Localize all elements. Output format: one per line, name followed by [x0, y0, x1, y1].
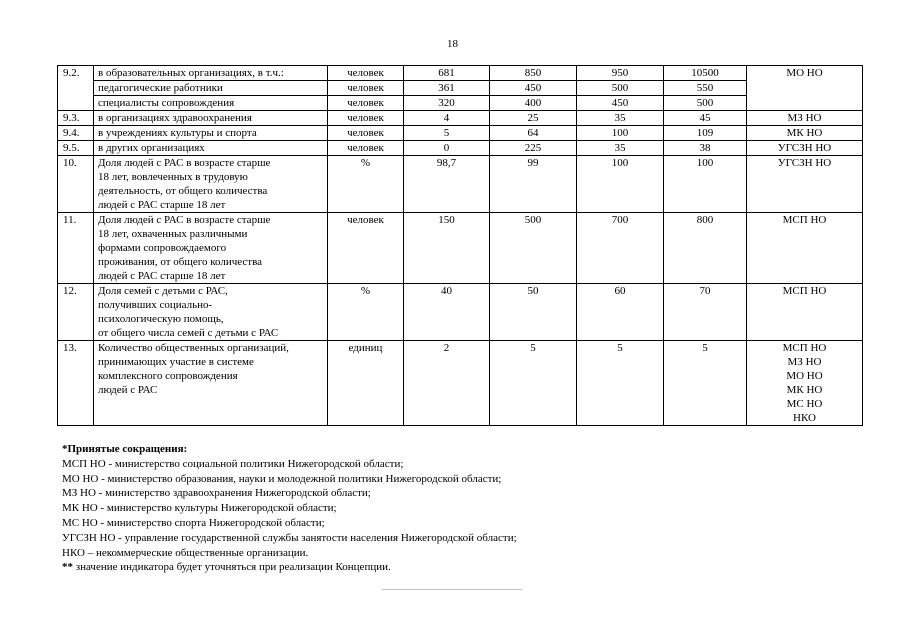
indicator-name: [94, 141, 328, 156]
value-cell: 100: [577, 126, 664, 141]
value-cell: 800: [664, 213, 747, 284]
indicator-line: деятельность, от общего количества: [98, 185, 268, 197]
responsible-line: МО НО: [786, 67, 823, 79]
row-number: 9.4.: [58, 126, 94, 141]
responsible-line: МСП НО: [782, 214, 827, 226]
indicator-line: психологическую помощь,: [98, 313, 224, 325]
responsible-line: МС НО: [786, 398, 823, 410]
note-item: МК НО - министерство культуры Нижегородской области;: [62, 502, 337, 515]
table-row: [58, 96, 863, 111]
indicator-line: Доля людей с РАС в возрасте старше: [98, 214, 271, 226]
row-number: 13.: [58, 341, 94, 426]
indicator-line: людей с РАС старше 18 лет: [98, 199, 226, 211]
responsible-line: МК НО: [786, 127, 823, 139]
unit-cell: человек: [328, 213, 404, 284]
indicator-name: [94, 66, 328, 81]
value-cell: 45: [664, 111, 747, 126]
note-item: МО НО - министерство образования, науки и молодежной политики Нижегородской области;: [62, 472, 502, 485]
value-cell: 35: [577, 111, 664, 126]
value-cell: 5: [664, 341, 747, 426]
indicator-line: в организациях здравоохранения: [98, 112, 252, 124]
value-cell: 320: [404, 96, 490, 111]
note-item: МЗ НО - министерство здравоохранения Нижегородской области;: [62, 487, 371, 500]
value-cell: 361: [404, 81, 490, 96]
value-cell: 681: [404, 66, 490, 81]
unit-cell: %: [328, 284, 404, 341]
value-cell: 100: [577, 156, 664, 213]
value-cell: 950: [577, 66, 664, 81]
responsible-line: УГСЗН НО: [777, 157, 832, 169]
table-body: [58, 66, 863, 426]
table-row: [58, 111, 863, 126]
row-number: 9.5.: [58, 141, 94, 156]
value-cell: 2: [404, 341, 490, 426]
row-number: 12.: [58, 284, 94, 341]
footnote-text: значение индикатора будет уточняться при реализации Концепции.: [73, 561, 391, 574]
unit-cell: человек: [328, 96, 404, 111]
value-cell: 99: [490, 156, 577, 213]
row-number: 9.2.: [58, 66, 94, 81]
unit-cell: человек: [328, 66, 404, 81]
value-cell: 98,7: [404, 156, 490, 213]
note-item: НКО – некоммерческие общественные организации.: [62, 546, 309, 559]
value-cell: 4: [404, 111, 490, 126]
responsible-cell: [747, 66, 863, 111]
indicator-name: [94, 111, 328, 126]
responsible-line: МЗ НО: [787, 112, 822, 124]
value-cell: 0: [404, 141, 490, 156]
value-cell: 35: [577, 141, 664, 156]
value-cell: 450: [577, 96, 664, 111]
responsible-cell: [747, 213, 863, 284]
unit-cell: единиц: [328, 341, 404, 426]
value-cell: 225: [490, 141, 577, 156]
row-number: [58, 96, 94, 111]
row-number: 10.: [58, 156, 94, 213]
indicator-line: формами сопровождаемого: [98, 242, 227, 254]
indicator-line: комплексного сопровождения: [98, 370, 238, 382]
indicator-line: в образовательных организациях, в т.ч.:: [98, 67, 284, 79]
unit-cell: человек: [328, 126, 404, 141]
value-cell: 50: [490, 284, 577, 341]
responsible-line: МЗ НО: [787, 356, 822, 368]
value-cell: 38: [664, 141, 747, 156]
indicator-name: [94, 96, 328, 111]
bottom-divider: [382, 589, 522, 590]
value-cell: 5: [404, 126, 490, 141]
table-row: [58, 341, 863, 426]
indicator-line: педагогические работники: [98, 82, 223, 94]
indicator-name: [94, 284, 328, 341]
responsible-line: МСП НО: [782, 285, 827, 297]
value-cell: 5: [577, 341, 664, 426]
responsible-cell: [747, 111, 863, 126]
indicator-line: проживания, от общего количества: [98, 256, 263, 268]
responsible-line: МО НО: [786, 370, 823, 382]
indicator-line: людей с РАС: [98, 384, 158, 396]
value-cell: 60: [577, 284, 664, 341]
value-cell: 500: [664, 96, 747, 111]
responsible-cell: [747, 284, 863, 341]
value-cell: 500: [577, 81, 664, 96]
value-cell: 500: [490, 213, 577, 284]
responsible-line: НКО: [793, 412, 816, 424]
value-cell: 109: [664, 126, 747, 141]
indicator-line: в других организациях: [98, 142, 205, 154]
indicator-line: в учреждениях культуры и спорта: [98, 127, 257, 139]
value-cell: 400: [490, 96, 577, 111]
indicator-line: людей с РАС старше 18 лет: [98, 270, 226, 282]
responsible-cell: [747, 156, 863, 213]
row-number: 11.: [58, 213, 94, 284]
value-cell: 450: [490, 81, 577, 96]
abbreviations-notes: [62, 442, 852, 575]
footnote: [62, 560, 852, 575]
value-cell: 70: [664, 284, 747, 341]
row-number: 9.3.: [58, 111, 94, 126]
row-number: [58, 81, 94, 96]
indicator-line: специалисты сопровождения: [98, 97, 235, 109]
table-row: [58, 284, 863, 341]
value-cell: 5: [490, 341, 577, 426]
indicator-line: от общего числа семей с детьми с РАС: [98, 327, 279, 339]
note-item: УГСЗН НО - управление государственной службы занятости населения Нижегородской области;: [62, 531, 517, 544]
table-row: [58, 66, 863, 81]
responsible-cell: [747, 141, 863, 156]
indicator-line: 18 лет, охваченных различными: [98, 228, 248, 240]
indicators-table: [57, 65, 863, 426]
value-cell: 10500: [664, 66, 747, 81]
indicator-name: [94, 213, 328, 284]
responsible-line: МК НО: [786, 384, 823, 396]
responsible-line: МСП НО: [782, 342, 827, 354]
table-row: [58, 126, 863, 141]
table-row: [58, 213, 863, 284]
value-cell: 40: [404, 284, 490, 341]
page-number: 18: [447, 38, 458, 50]
indicator-line: принимающих участие в системе: [98, 356, 254, 368]
unit-cell: человек: [328, 141, 404, 156]
table-row: [58, 156, 863, 213]
note-item: МСП НО - министерство социальной политики Нижегородской области;: [62, 457, 404, 470]
value-cell: 64: [490, 126, 577, 141]
value-cell: 700: [577, 213, 664, 284]
notes-title: *Принятые сокращения:: [62, 443, 188, 455]
unit-cell: человек: [328, 81, 404, 96]
note-item: МС НО - министерство спорта Нижегородской области;: [62, 516, 325, 529]
value-cell: 150: [404, 213, 490, 284]
indicator-name: [94, 126, 328, 141]
unit-cell: человек: [328, 111, 404, 126]
indicator-line: Доля людей с РАС в возрасте старше: [98, 157, 271, 169]
indicator-name: [94, 341, 328, 426]
value-cell: 25: [490, 111, 577, 126]
unit-cell: %: [328, 156, 404, 213]
indicator-name: [94, 156, 328, 213]
footnote-mark: **: [62, 561, 73, 574]
responsible-cell: [747, 341, 863, 426]
value-cell: 850: [490, 66, 577, 81]
responsible-line: УГСЗН НО: [777, 142, 832, 154]
indicator-line: 18 лет, вовлеченных в трудовую: [98, 171, 248, 183]
indicator-name: [94, 81, 328, 96]
indicator-line: Количество общественных организаций,: [98, 342, 289, 354]
indicator-line: Доля семей с детьми с РАС,: [98, 285, 228, 297]
value-cell: 550: [664, 81, 747, 96]
value-cell: 100: [664, 156, 747, 213]
responsible-cell: [747, 126, 863, 141]
table-row: [58, 141, 863, 156]
indicator-line: получивших социально-: [98, 299, 213, 311]
table-row: [58, 81, 863, 96]
